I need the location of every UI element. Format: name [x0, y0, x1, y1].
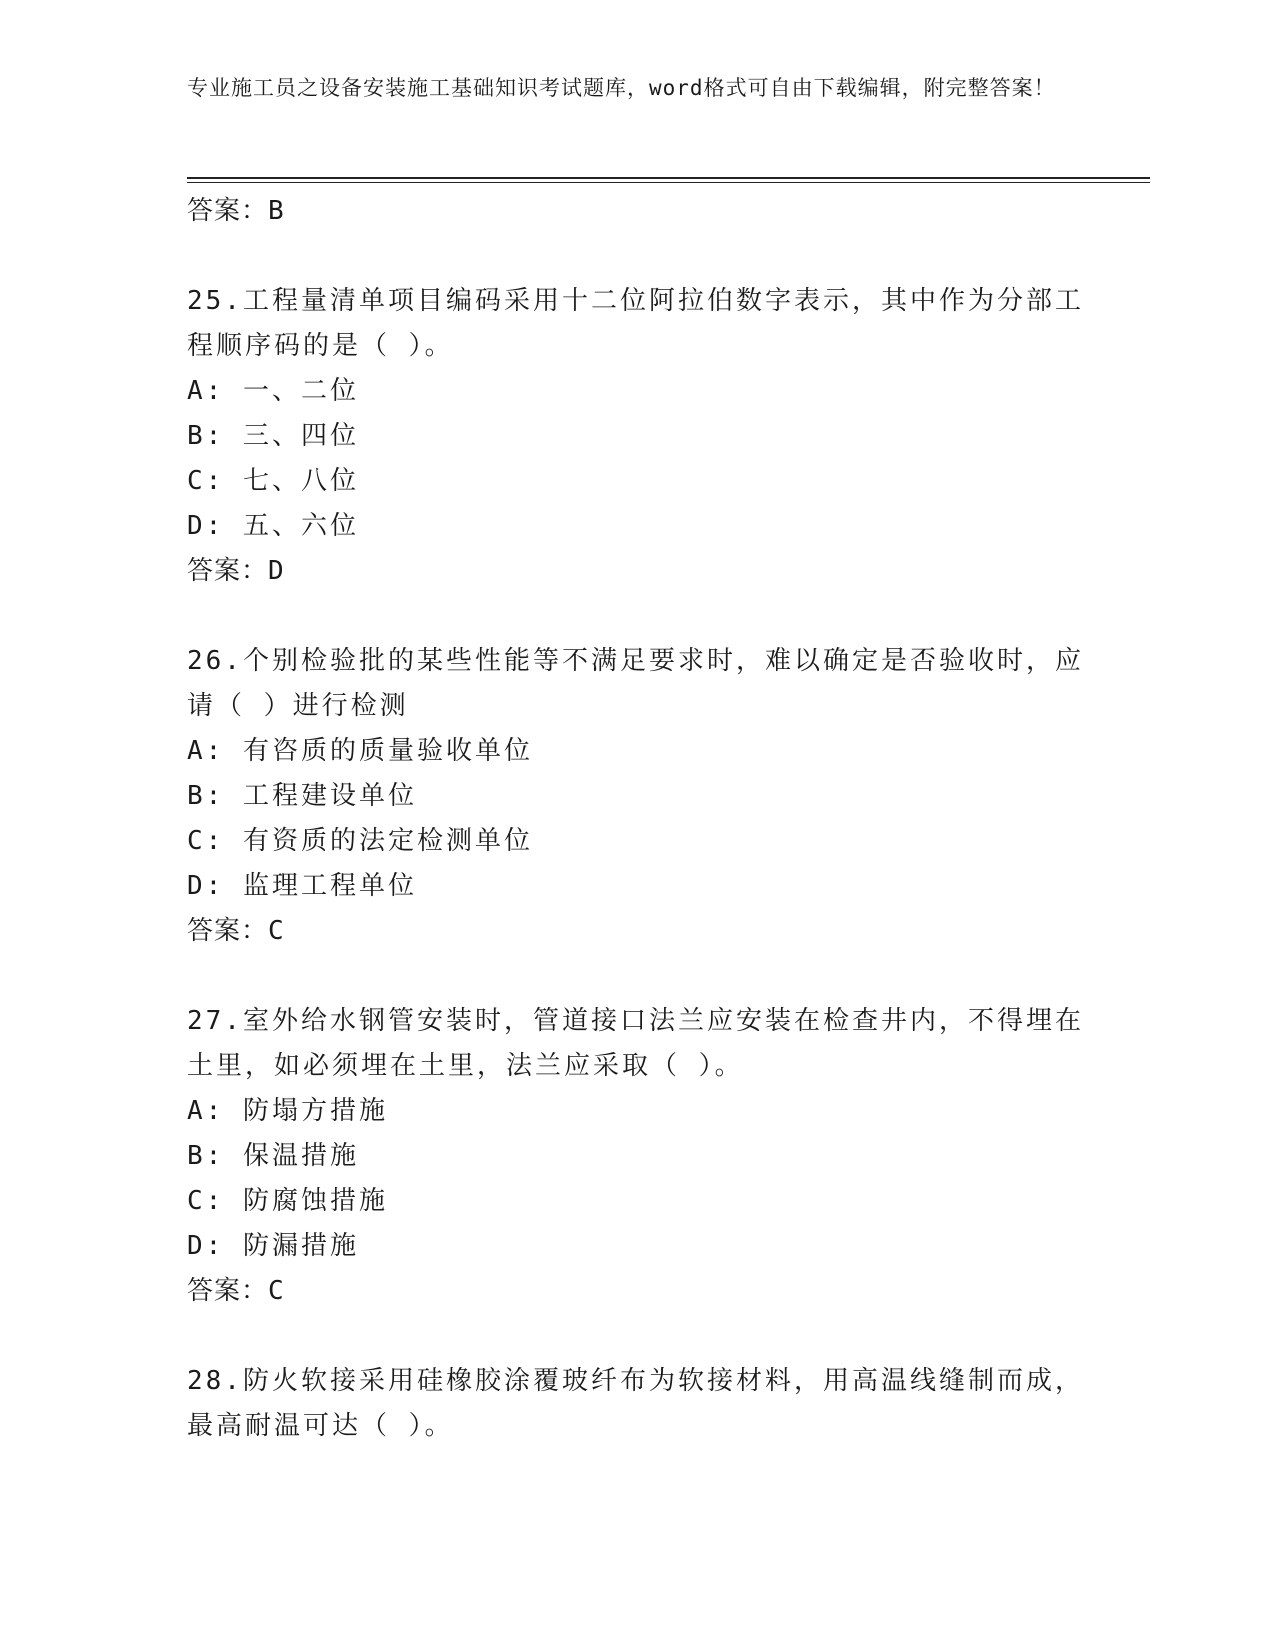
- option-text: 工程建设单位: [242, 781, 417, 811]
- option-letter: C:: [187, 826, 225, 856]
- document-header: 专业施工员之设备安装施工基础知识考试题库，word格式可自由下载编辑，附完整答案！: [187, 76, 1056, 100]
- answer-line: [187, 549, 1087, 593]
- answer-label: 答案：: [187, 196, 269, 226]
- option-c: [187, 1179, 1087, 1224]
- option-c: [187, 459, 1087, 504]
- option-a: [187, 369, 1087, 414]
- option-letter: A:: [187, 736, 225, 766]
- question-text: [187, 639, 1087, 729]
- question-number: 25.: [187, 286, 243, 316]
- option-letter: D:: [187, 1231, 225, 1261]
- question-body: 室外给水钢管安装时，管道接口法兰应安装在检查井内，不得埋在土里，如必须埋在土里，法兰应采取（ ）。: [187, 1006, 1084, 1081]
- option-letter: C:: [187, 1186, 225, 1216]
- option-text: 有资质的法定检测单位: [242, 826, 533, 856]
- answer-label: 答案：: [187, 556, 269, 586]
- question-text: [187, 999, 1087, 1089]
- answer-value: B: [268, 196, 285, 226]
- answer-line: [187, 909, 1087, 953]
- option-letter: A:: [187, 376, 225, 406]
- option-text: 有咨质的质量验收单位: [242, 736, 533, 766]
- option-a: [187, 1089, 1087, 1134]
- option-text: 保温措施: [242, 1141, 359, 1171]
- option-a: [187, 729, 1087, 774]
- header-divider-thick: [187, 177, 1150, 179]
- option-text: 防塌方措施: [242, 1096, 388, 1126]
- answer-line: [187, 1269, 1087, 1313]
- question-body: 个别检验批的某些性能等不满足要求时，难以确定是否验收时，应请（ ）进行检测: [187, 646, 1084, 721]
- option-text: 防腐蚀措施: [242, 1186, 388, 1216]
- option-text: 监理工程单位: [242, 871, 417, 901]
- option-b: [187, 414, 1087, 459]
- option-d: [187, 1224, 1087, 1269]
- question-number: 26.: [187, 646, 243, 676]
- question-text: [187, 1359, 1087, 1449]
- option-letter: D:: [187, 871, 225, 901]
- option-b: [187, 774, 1087, 819]
- option-d: [187, 864, 1087, 909]
- header-divider-thin: [187, 182, 1150, 183]
- option-letter: B:: [187, 781, 225, 811]
- option-letter: A:: [187, 1096, 225, 1126]
- option-text: 防漏措施: [242, 1231, 359, 1261]
- option-letter: C:: [187, 466, 225, 496]
- option-c: [187, 819, 1087, 864]
- question-text: [187, 279, 1087, 369]
- document-body: [187, 189, 1087, 1449]
- option-text: 一、二位: [242, 376, 359, 406]
- answer-value: C: [268, 1276, 285, 1306]
- answer-value: C: [268, 916, 285, 946]
- option-text: 七、八位: [242, 466, 359, 496]
- option-letter: B:: [187, 421, 225, 451]
- option-text: 三、四位: [242, 421, 359, 451]
- option-b: [187, 1134, 1087, 1179]
- option-letter: D:: [187, 511, 225, 541]
- question-body: 防火软接采用硅橡胶涂覆玻纤布为软接材料，用高温线缝制而成，最高耐温可达（ ）。: [187, 1366, 1084, 1441]
- question-body: 工程量清单项目编码采用十二位阿拉伯数字表示，其中作为分部工程顺序码的是（ ）。: [187, 286, 1084, 361]
- question-number: 27.: [187, 1006, 243, 1036]
- option-letter: B:: [187, 1141, 225, 1171]
- answer-value: D: [268, 556, 285, 586]
- answer-label: 答案：: [187, 1276, 269, 1306]
- answer-line: [187, 189, 1087, 233]
- question-number: 28.: [187, 1366, 243, 1396]
- option-d: [187, 504, 1087, 549]
- answer-label: 答案：: [187, 916, 269, 946]
- option-text: 五、六位: [242, 511, 359, 541]
